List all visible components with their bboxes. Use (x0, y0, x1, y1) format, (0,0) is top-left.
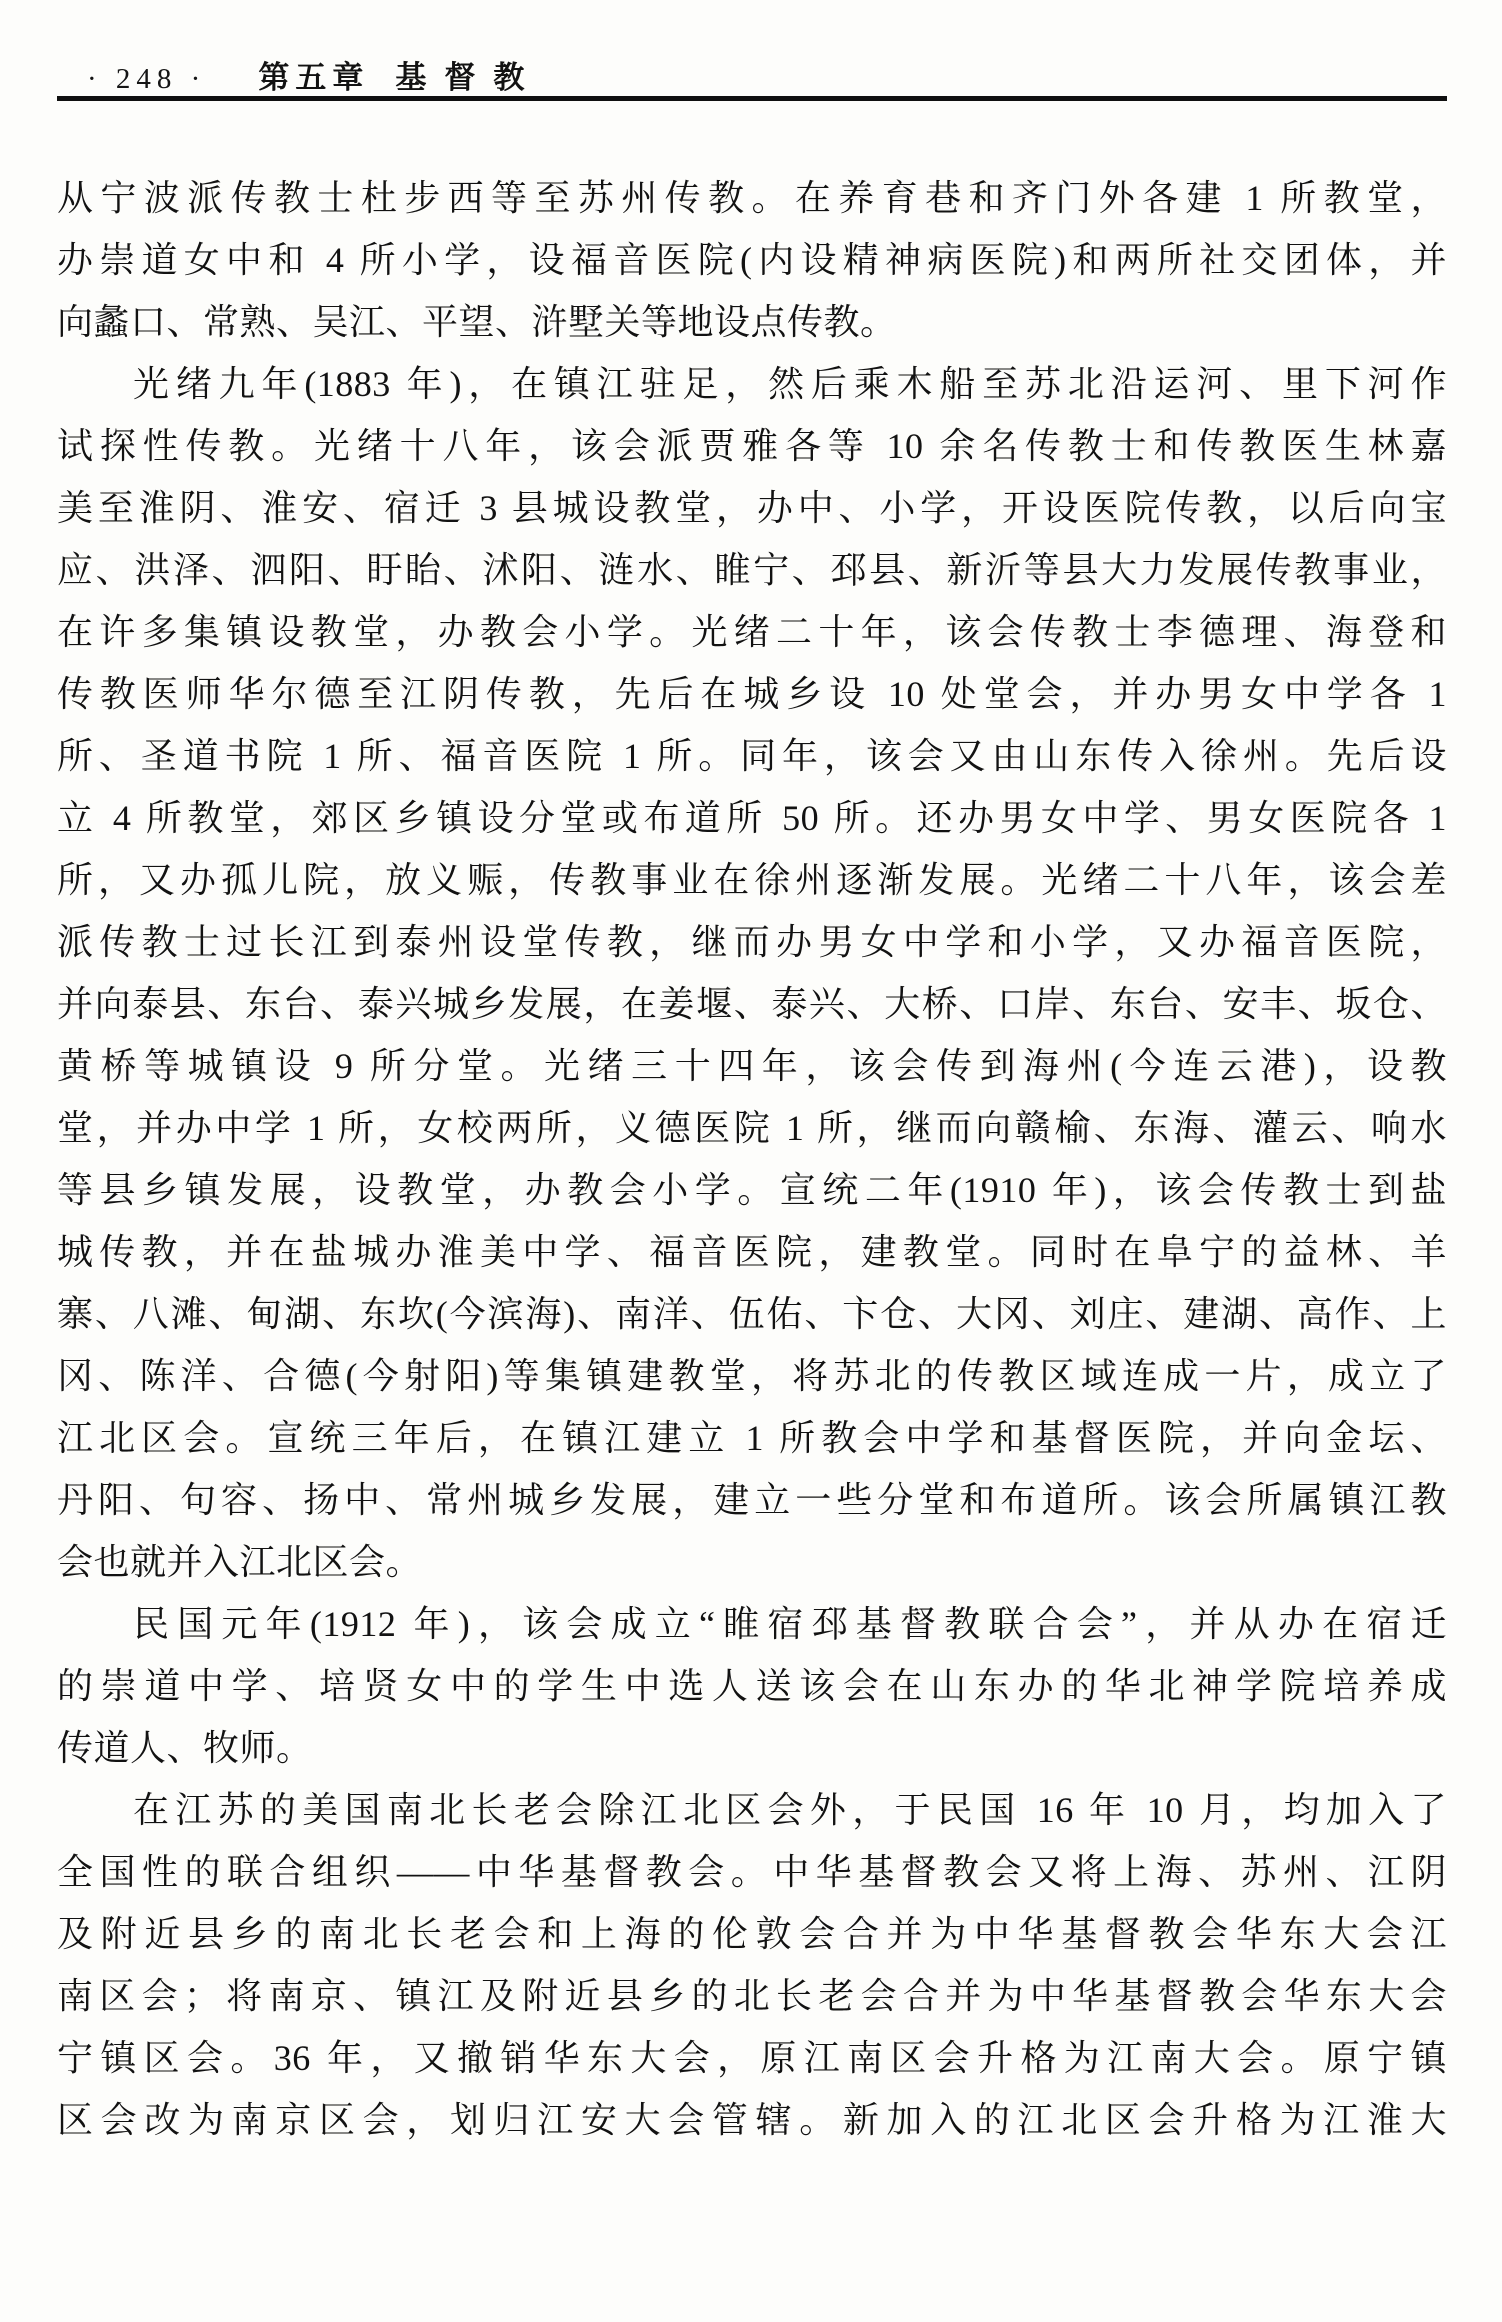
body-text (57, 167, 1447, 2151)
text-line: 办崇道女中和 4 所小学，设福音医院(内设精神病医院)和两所社交团体，并 (57, 240, 1447, 280)
text-line: 从宁波派传教士杜步西等至苏州传教。在养育巷和齐门外各建 1 所教堂， (57, 178, 1447, 218)
text-line: 宁镇区会。36 年，又撤销华东大会，原江南区会升格为江南大会。原宁镇 (57, 2038, 1447, 2078)
chapter-label: 第五章 (258, 60, 370, 95)
text-line: 冈、陈洋、合德(今射阳)等集镇建教堂，将苏北的传教区域连成一片，成立了 (57, 1356, 1447, 1396)
text-line: 所，又办孤儿院，放义赈，传教事业在徐州逐渐发展。光绪二十八年，该会差 (57, 860, 1447, 900)
text-line: 的崇道中学、培贤女中的学生中选人送该会在山东办的华北神学院培养成 (57, 1666, 1447, 1706)
text-line: 区会改为南京区会，划归江安大会管辖。新加入的江北区会升格为江淮大 (57, 2100, 1447, 2140)
text-line: 传教医师华尔德至江阴传教，先后在城乡设 10 处堂会，并办男女中学各 1 (57, 674, 1447, 714)
page-number: · 248 · (87, 63, 207, 95)
text-line: 传道人、牧师。 (57, 1728, 313, 1768)
text-line: 南区会；将南京、镇江及附近县乡的北长老会合并为中华基督教会华东大会 (57, 1976, 1447, 2016)
page-header (57, 0, 1447, 95)
text-line: 会也就并入江北区会。 (57, 1542, 423, 1582)
text-line: 应、洪泽、泗阳、盱眙、沭阳、涟水、睢宁、邳县、新沂等县大力发展传教事业， (57, 550, 1447, 590)
text-line: 立 4 所教堂，郊区乡镇设分堂或布道所 50 所。还办男女中学、男女医院各 1 (57, 798, 1447, 838)
text-line: 试探性传教。光绪十八年，该会派贾雅各等 10 余名传教士和传教医生林嘉 (57, 426, 1447, 466)
text-line: 黄桥等城镇设 9 所分堂。光绪三十四年，该会传到海州(今连云港)，设教 (57, 1046, 1447, 1086)
text-line: 在江苏的美国南北长老会除江北区会外，于民国 16 年 10 月，均加入了 (133, 1790, 1447, 1830)
text-line: 美至淮阴、淮安、宿迁 3 县城设教堂，办中、小学，开设医院传教，以后向宝 (57, 488, 1447, 528)
text-line: 在许多集镇设教堂，办教会小学。光绪二十年，该会传教士李德理、海登和 (57, 612, 1447, 652)
text-line: 及附近县乡的南北长老会和上海的伦敦会合并为中华基督教会华东大会江 (57, 1914, 1447, 1954)
chapter-title: 基督教 (395, 60, 543, 95)
text-line: 城传教，并在盐城办淮美中学、福音医院，建教堂。同时在阜宁的益林、羊 (57, 1232, 1447, 1272)
text-line: 光绪九年(1883 年)，在镇江驻足，然后乘木船至苏北沿运河、里下河作 (133, 364, 1447, 404)
text-line: 堂，并办中学 1 所，女校两所，义德医院 1 所，继而向赣榆、东海、灌云、响水 (57, 1108, 1447, 1148)
text-line: 向蠡口、常熟、吴江、平望、浒墅关等地设点传教。 (57, 302, 897, 342)
text-line: 寨、八滩、甸湖、东坎(今滨海)、南洋、伍佑、卞仓、大冈、刘庄、建湖、高作、上 (57, 1294, 1447, 1334)
text-line: 等县乡镇发展，设教堂，办教会小学。宣统二年(1910 年)，该会传教士到盐 (57, 1170, 1447, 1210)
text-line: 民国元年(1912 年)，该会成立“睢宿邳基督教联合会”，并从办在宿迁 (133, 1604, 1447, 1644)
text-line: 所、圣道书院 1 所、福音医院 1 所。同年，该会又由山东传入徐州。先后设 (57, 736, 1447, 776)
text-line: 并向泰县、东台、泰兴城乡发展，在姜堰、泰兴、大桥、口岸、东台、安丰、坂仓、 (57, 984, 1447, 1024)
text-line: 全国性的联合组织——中华基督教会。中华基督教会又将上海、苏州、江阴 (57, 1852, 1447, 1892)
text-line: 江北区会。宣统三年后，在镇江建立 1 所教会中学和基督医院，并向金坛、 (57, 1418, 1447, 1458)
text-line: 丹阳、句容、扬中、常州城乡发展，建立一些分堂和布道所。该会所属镇江教 (57, 1480, 1447, 1520)
text-line: 派传教士过长江到泰州设堂传教，继而办男女中学和小学，又办福音医院， (57, 922, 1447, 962)
